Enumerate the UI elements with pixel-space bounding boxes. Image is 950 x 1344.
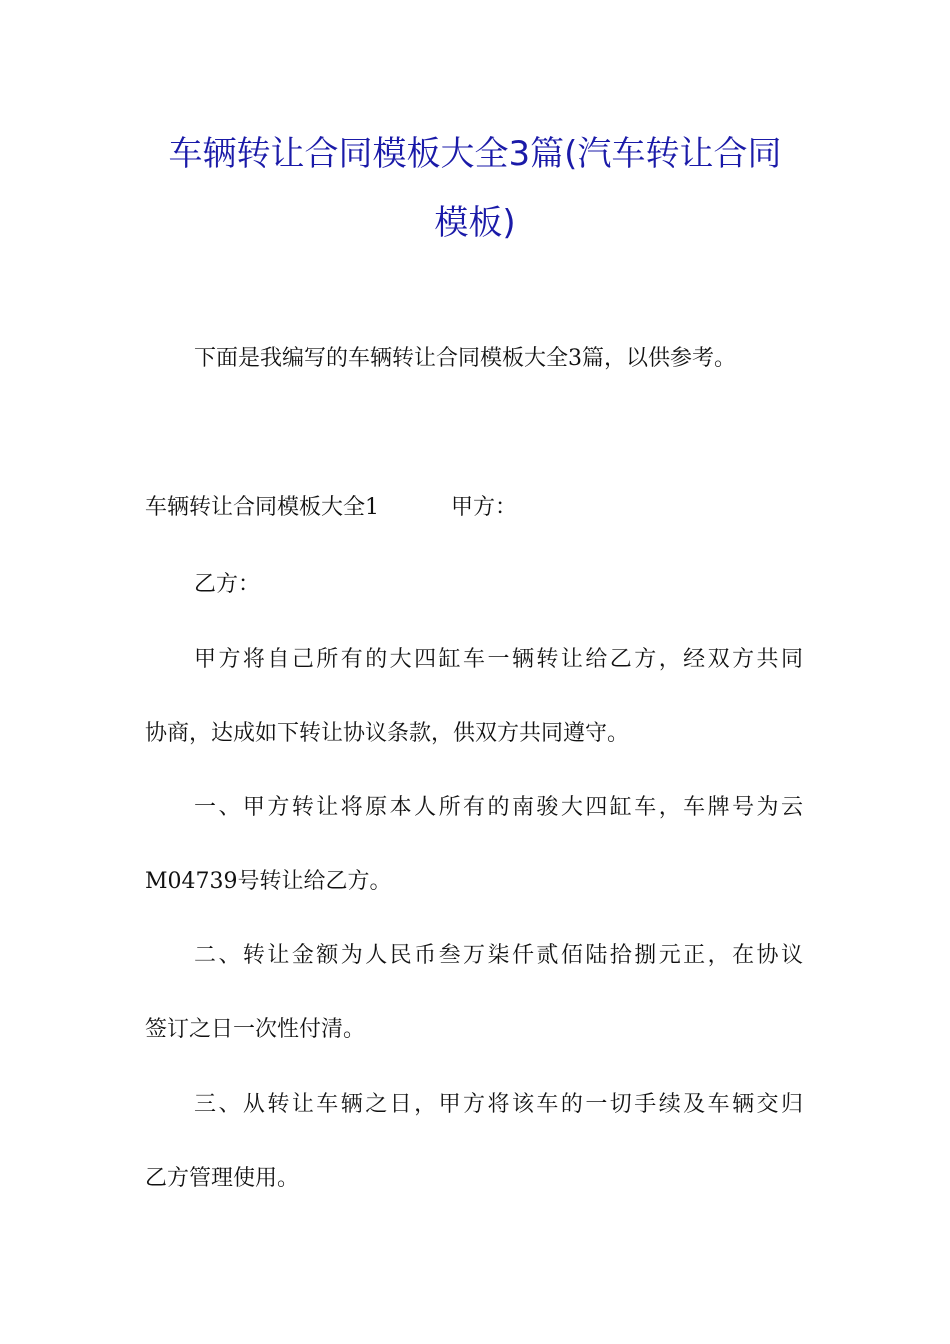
party-b-label: 乙方： (194, 572, 261, 597)
clause-2-line-1: 二、转让金额为人民币叁万柒仟贰佰陆拾捌元正，在协议 (194, 943, 803, 968)
clause-1-line-1: 一、甲方转让将原本人所有的南骏大四缸车，车牌号为云 (194, 795, 803, 820)
document-title-line-1: 车辆转让合同模板大全3篇(汽车转让合同 (168, 134, 782, 174)
clause-3-line-1: 三、从转让车辆之日，甲方将该车的一切手续及车辆交归 (194, 1092, 803, 1117)
party-a-label: 甲方： (451, 495, 518, 520)
paragraph-1-line-1: 甲方将自己所有的大四缸车一辆转让给乙方，经双方共同 (194, 647, 803, 672)
document-title-line-2: 模板) (434, 203, 516, 243)
intro-paragraph: 下面是我编写的车辆转让合同模板大全3篇，以供参考。 (194, 346, 736, 371)
section-1-heading: 车辆转让合同模板大全1 (145, 495, 379, 520)
clause-1-line-2: M04739号转让给乙方。 (145, 869, 392, 894)
clause-3-line-2: 乙方管理使用。 (145, 1166, 300, 1191)
clause-2-line-2: 签订之日一次性付清。 (145, 1017, 366, 1042)
paragraph-1-line-2: 协商，达成如下转让协议条款，供双方共同遵守。 (145, 721, 630, 746)
